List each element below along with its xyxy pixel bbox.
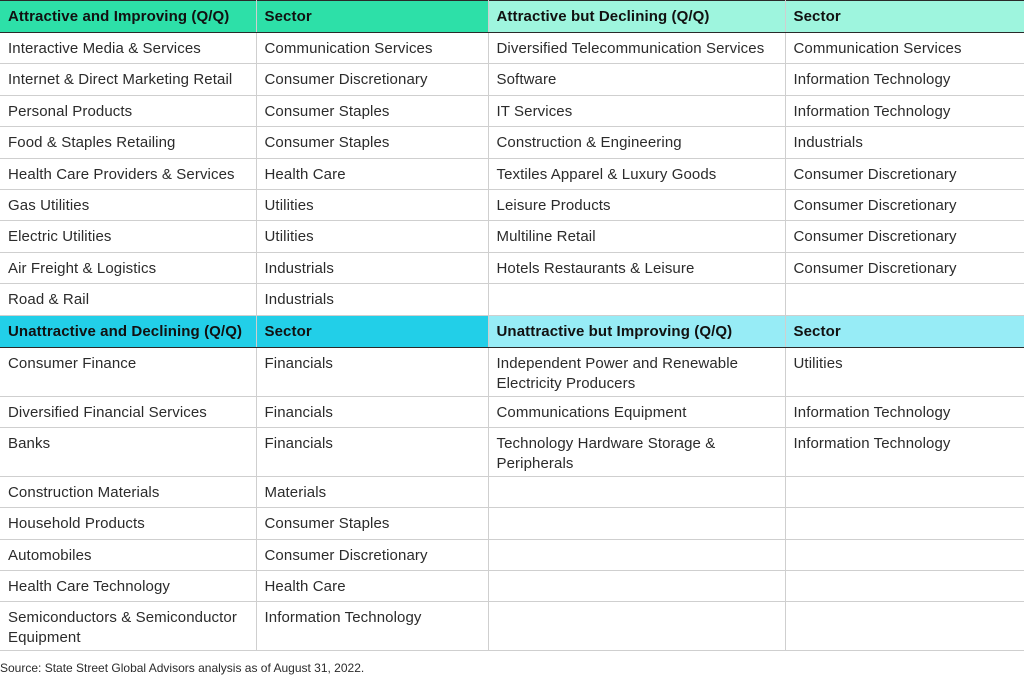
sector-cell: Information Technology bbox=[785, 396, 1024, 427]
sector-cell: Health Care bbox=[256, 571, 488, 602]
industry-cell: Health Care Technology bbox=[0, 571, 256, 602]
industry-cell: Technology Hardware Storage & Peripherals bbox=[488, 427, 785, 476]
sector-cell: Information Technology bbox=[785, 95, 1024, 126]
industry-cell: Communications Equipment bbox=[488, 396, 785, 427]
table-row bbox=[0, 95, 1024, 126]
sector-cell: Industrials bbox=[785, 127, 1024, 158]
header-sector: Sector bbox=[256, 1, 488, 33]
table-row bbox=[0, 158, 1024, 189]
table-row bbox=[0, 284, 1024, 315]
table-row bbox=[0, 127, 1024, 158]
table-row bbox=[0, 476, 1024, 507]
sector-cell: Materials bbox=[256, 476, 488, 507]
table-row bbox=[0, 347, 1024, 396]
industry-cell: Semiconductors & Semiconductor Equipment bbox=[0, 602, 256, 651]
sector-cell bbox=[785, 602, 1024, 651]
header-attractive-improving: Attractive and Improving (Q/Q) bbox=[0, 1, 256, 33]
industry-cell: Multiline Retail bbox=[488, 221, 785, 252]
industry-cell: Construction & Engineering bbox=[488, 127, 785, 158]
industry-cell bbox=[488, 476, 785, 507]
industry-cell: Diversified Financial Services bbox=[0, 396, 256, 427]
header-sector: Sector bbox=[785, 1, 1024, 33]
sector-cell bbox=[785, 571, 1024, 602]
table-row bbox=[0, 602, 1024, 651]
sector-cell bbox=[785, 539, 1024, 570]
sector-cell: Utilities bbox=[256, 221, 488, 252]
sector-cell bbox=[785, 476, 1024, 507]
industry-cell: Consumer Finance bbox=[0, 347, 256, 396]
sector-cell: Consumer Discretionary bbox=[785, 221, 1024, 252]
industry-cell bbox=[488, 284, 785, 315]
sector-cell bbox=[785, 508, 1024, 539]
sector-cell: Communication Services bbox=[785, 33, 1024, 64]
industry-cell bbox=[488, 571, 785, 602]
industry-cell: Health Care Providers & Services bbox=[0, 158, 256, 189]
sector-cell: Consumer Staples bbox=[256, 508, 488, 539]
table-row bbox=[0, 189, 1024, 220]
sector-cell: Consumer Staples bbox=[256, 95, 488, 126]
table-row bbox=[0, 221, 1024, 252]
industry-cell: Food & Staples Retailing bbox=[0, 127, 256, 158]
sector-cell: Industrials bbox=[256, 284, 488, 315]
industry-cell: Air Freight & Logistics bbox=[0, 252, 256, 283]
table-row bbox=[0, 396, 1024, 427]
table-row bbox=[0, 33, 1024, 64]
bottom-header-row bbox=[0, 315, 1024, 347]
table-row bbox=[0, 252, 1024, 283]
sector-cell: Consumer Discretionary bbox=[785, 252, 1024, 283]
industry-cell: Independent Power and Renewable Electricity Producers bbox=[488, 347, 785, 396]
table-row bbox=[0, 539, 1024, 570]
industry-cell: Internet & Direct Marketing Retail bbox=[0, 64, 256, 95]
industry-cell: Leisure Products bbox=[488, 189, 785, 220]
header-unattractive-declining: Unattractive and Declining (Q/Q) bbox=[0, 315, 256, 347]
sector-cell: Financials bbox=[256, 396, 488, 427]
sector-cell: Communication Services bbox=[256, 33, 488, 64]
sector-cell: Utilities bbox=[256, 189, 488, 220]
industry-cell bbox=[488, 539, 785, 570]
sector-cell: Health Care bbox=[256, 158, 488, 189]
sector-cell: Consumer Discretionary bbox=[256, 539, 488, 570]
sector-cell: Utilities bbox=[785, 347, 1024, 396]
industry-cell: Household Products bbox=[0, 508, 256, 539]
industry-cell bbox=[488, 508, 785, 539]
industry-cell: Hotels Restaurants & Leisure bbox=[488, 252, 785, 283]
industry-cell: Gas Utilities bbox=[0, 189, 256, 220]
source-note: Source: State Street Global Advisors analysis as of August 31, 2022. bbox=[0, 661, 365, 675]
top-header-row bbox=[0, 1, 1024, 33]
industry-cell: Automobiles bbox=[0, 539, 256, 570]
sector-cell bbox=[785, 284, 1024, 315]
industry-cell: Diversified Telecommunication Services bbox=[488, 33, 785, 64]
industry-cell: IT Services bbox=[488, 95, 785, 126]
industry-cell: Construction Materials bbox=[0, 476, 256, 507]
sector-cell: Consumer Staples bbox=[256, 127, 488, 158]
sector-cell: Information Technology bbox=[256, 602, 488, 651]
sector-cell: Consumer Discretionary bbox=[256, 64, 488, 95]
industry-cell: Software bbox=[488, 64, 785, 95]
table-row bbox=[0, 508, 1024, 539]
industry-cell: Textiles Apparel & Luxury Goods bbox=[488, 158, 785, 189]
header-sector: Sector bbox=[256, 315, 488, 347]
industry-cell: Banks bbox=[0, 427, 256, 476]
industry-cell: Road & Rail bbox=[0, 284, 256, 315]
table-row bbox=[0, 427, 1024, 476]
table-row bbox=[0, 64, 1024, 95]
header-attractive-declining: Attractive but Declining (Q/Q) bbox=[488, 1, 785, 33]
header-sector: Sector bbox=[785, 315, 1024, 347]
sector-cell: Financials bbox=[256, 347, 488, 396]
sector-cell: Industrials bbox=[256, 252, 488, 283]
industry-cell bbox=[488, 602, 785, 651]
header-unattractive-improving: Unattractive but Improving (Q/Q) bbox=[488, 315, 785, 347]
sector-cell: Financials bbox=[256, 427, 488, 476]
sector-cell: Consumer Discretionary bbox=[785, 189, 1024, 220]
industry-cell: Personal Products bbox=[0, 95, 256, 126]
table-row bbox=[0, 571, 1024, 602]
sector-cell: Information Technology bbox=[785, 64, 1024, 95]
sector-cell: Information Technology bbox=[785, 427, 1024, 476]
industry-cell: Electric Utilities bbox=[0, 221, 256, 252]
sector-cell: Consumer Discretionary bbox=[785, 158, 1024, 189]
industry-cell: Interactive Media & Services bbox=[0, 33, 256, 64]
